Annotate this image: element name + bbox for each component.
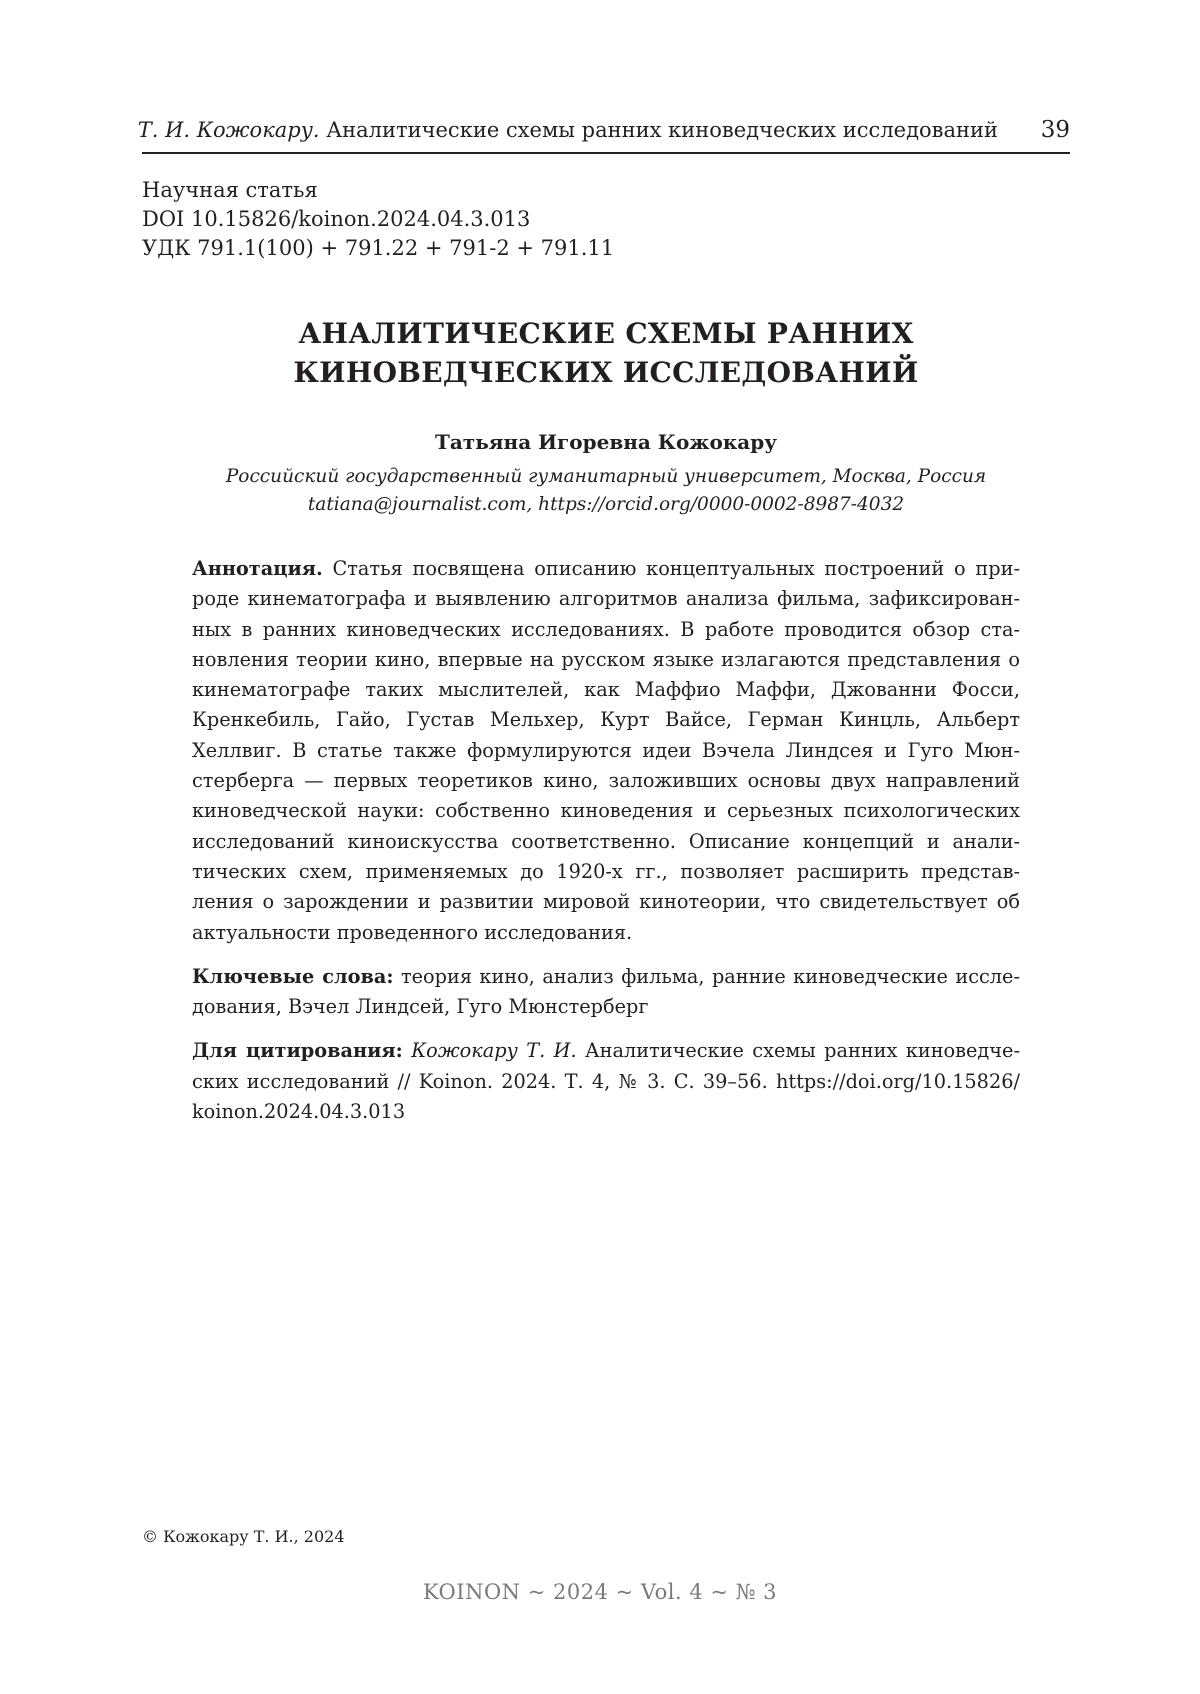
abstract-label: Аннотация. — [192, 557, 323, 580]
article-title — [142, 314, 1070, 392]
running-head-title: Аналитические схемы ранних киноведческих исследований — [326, 118, 998, 142]
author-contacts: tatiana@journalist.com, https://orcid.org/0000-0002-8987-4032 — [307, 494, 905, 515]
keywords — [192, 962, 1020, 1023]
author-name: Татьяна Игоревна Кожокару — [434, 430, 778, 454]
doi: DOI 10.15826/koinon.2024.04.3.013 — [142, 207, 531, 231]
running-head — [137, 116, 1070, 154]
keywords-text: теория кино, анализ фильма, ранние киноведческие исследования, Вэчел Линдсей, Гуго Мюнстерберг — [192, 964, 1020, 1019]
article-title-line-2: КИНОВЕДЧЕСКИХ ИССЛЕДОВАНИЙ — [293, 356, 919, 389]
citation-author: Кожокару Т. И. — [411, 1039, 577, 1063]
abstract — [192, 554, 1020, 948]
author-affiliation-block — [142, 463, 1070, 519]
running-title — [138, 116, 998, 144]
abstract-text: Статья посвящена описанию концептуальных построений о природе кинематографа и выявлению алгоритмов анализа фильма, зафиксированных в ранних киноведческих исследованиях. В работе проводится обзор становления теории кино, впервые на русском языке излагаются представления о кинематографе таких мыслителей, как Маффио Маффи, Джованни Фосси, Кренкебиль, Гайо, Густав Мельхер, Курт Вайсе, Герман Кинцль, Альберт Хеллвиг. В статье также формулируются идеи Вэчела Линдсея и Гуго Мюнстерберга — первых теоретиков кино, заложивших основы двух направлений киноведческой науки: собственно киноведения и серьезных психологических исследований киноискусства соответственно. Описание концепций и аналитических схем, применяемых до 1920-х гг., позволяет расширить представления о зарождении и развитии мировой кинотеории, что свидетельствует об актуальности проведенного исследования. — [192, 557, 1020, 944]
citation-text: Аналитические схемы ранних киноведческих исследований // Koinon. 2024. Т. 4, № 3. С. 39–56. https://doi.org/10.15826/​koinon.2024.04.3.013 — [192, 1039, 1020, 1124]
keywords-label: Ключевые слова: — [192, 964, 394, 988]
udk: УДК 791.1(100) + 791.22 + 791-2 + 791.11 — [142, 236, 615, 260]
page-number: 39 — [1040, 117, 1070, 143]
author-affiliation: Российский государственный гуманитарный университет, Москва, Россия — [225, 466, 987, 487]
copyright: © Кожокару Т. И., 2024 — [142, 1527, 345, 1546]
article-title-line-1: АНАЛИТИЧЕСКИЕ СХЕМЫ РАННИХ — [298, 317, 914, 350]
article-meta — [142, 176, 614, 263]
article-type: Научная статья — [142, 178, 318, 202]
journal-footer: KOINON ~ 2024 ~ Vol. 4 ~ № 3 — [422, 1580, 778, 1604]
citation-label: Для цитирования: — [192, 1039, 403, 1063]
citation — [192, 1036, 1020, 1127]
abstract-block — [192, 554, 1020, 1141]
running-head-author: Т. И. Кожокару. — [137, 118, 320, 142]
